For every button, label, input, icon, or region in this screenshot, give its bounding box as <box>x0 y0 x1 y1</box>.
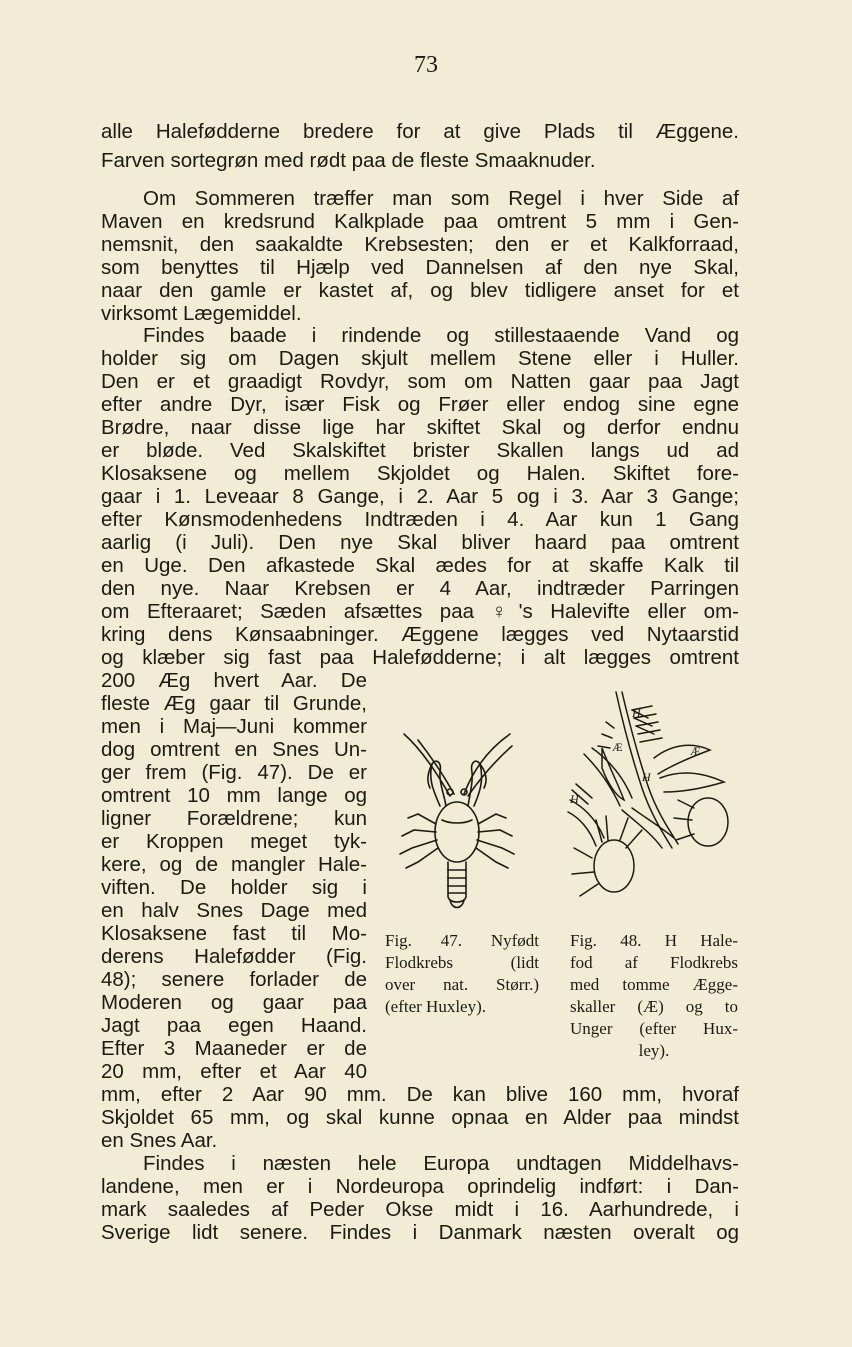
text-line: naar den gamle er kastet af, og blev tidligere anset for et <box>101 279 739 302</box>
figure-48-caption <box>570 930 738 1062</box>
text-line: som benyttes til Hjælp ved Dannelsen af den nye Skal, <box>101 256 739 279</box>
fig48-label-ae: Æ <box>690 744 701 758</box>
text-line: Findes baade i rindende og stillestaaende Vand og <box>143 324 739 347</box>
text-line: Skjoldet 65 mm, og skal kunne opnaa en Alder paa mindst <box>101 1106 739 1129</box>
text-line: fleste Æg gaar til Grunde, <box>101 692 367 715</box>
caption-line: ley). <box>638 1041 670 1060</box>
text-line: Brødre, naar disse lige har skiftet Skal og derfor endnu <box>101 416 739 439</box>
caption-line: fod af Flodkrebs <box>570 953 738 972</box>
text-line: en Uge. Den afkastede Skal ædes for at skaffe Kalk til <box>101 554 739 577</box>
text-line: viften. De holder sig i <box>101 876 367 899</box>
text-line: mm, efter 2 Aar 90 mm. De kan blive 160 mm, hvoraf <box>101 1083 739 1106</box>
text-line: ligner Forældrene; kun <box>101 807 367 830</box>
text-line: dog omtrent en Snes Un- <box>101 738 367 761</box>
text-line: Maven en kredsrund Kalkplade paa omtrent 5 mm i Gen- <box>101 210 739 233</box>
text-line: 200 Æg hvert Aar. De <box>101 669 367 692</box>
text-line: holder sig om Dagen skjult mellem Stene eller i Huller. <box>101 347 739 370</box>
fig48-label-h: H <box>642 770 651 784</box>
caption-line: (efter Huxley). <box>385 997 487 1016</box>
text-line: om Efteraaret; Sæden afsættes paa ♀'s Halevifte eller om- <box>101 600 739 623</box>
text-line: 20 mm, efter et Aar 40 <box>101 1060 367 1083</box>
text-line: landene, men er i Nordeuropa oprindelig indført: i Dan- <box>101 1175 739 1198</box>
text-line: mark saaledes af Peder Okse midt i 16. Aarhundrede, i <box>101 1198 739 1221</box>
text-line: Sverige lidt senere. Findes i Danmark næsten overalt og <box>101 1221 739 1244</box>
text-line: efter Kønsmodenhedens Indtræden i 4. Aar kun 1 Gang <box>101 508 739 531</box>
caption-line: Fig. 47. Nyfødt <box>385 931 539 950</box>
text-line: Farven sortegrøn med rødt paa de fleste Smaaknuder. <box>101 149 596 172</box>
figure-48-tail-leg-drawing <box>562 688 738 906</box>
text-line: Findes i næsten hele Europa undtagen Middelhavs- <box>143 1152 739 1175</box>
figure-47-caption <box>385 930 539 1018</box>
text-line: 48); senere forlader de <box>101 968 367 991</box>
text-line: Moderen og gaar paa <box>101 991 367 1014</box>
text-line: kere, og de mangler Hale- <box>101 853 367 876</box>
caption-line: over nat. Størr.) <box>385 975 539 994</box>
text-line: aarlig (i Juli). Den nye Skal bliver haard paa omtrent <box>101 531 739 554</box>
fig48-label-ae: Æ <box>612 740 623 754</box>
page-number: 73 <box>414 52 438 78</box>
caption-line: Unger (efter Hux- <box>570 1019 738 1038</box>
text-line: nemsnit, den saakaldte Krebsesten; den er et Kalkforraad, <box>101 233 739 256</box>
caption-line: Fig. 48. H Hale- <box>570 931 738 950</box>
text-line: omtrent 10 mm lange og <box>101 784 367 807</box>
fig48-label-h: H <box>570 792 579 806</box>
text-line: en halv Snes Dage med <box>101 899 367 922</box>
figure-47-crayfish-drawing <box>392 728 522 914</box>
text-line: men i Maj—Juni kommer <box>101 715 367 738</box>
fig48-label-h: H <box>632 706 641 720</box>
text-line: ger frem (Fig. 47). De er <box>101 761 367 784</box>
text-line: efter andre Dyr, især Fisk og Frøer eller endog sine egne <box>101 393 739 416</box>
text-line: kring dens Kønsaabninger. Æggene lægges ved Nytaarstid <box>101 623 739 646</box>
caption-line: skaller (Æ) og to <box>570 997 738 1016</box>
text-line: er Kroppen meget tyk- <box>101 830 367 853</box>
text-line: er bløde. Ved Skalskiftet brister Skallen langs ud ad <box>101 439 739 462</box>
text-line: gaar i 1. Leveaar 8 Gange, i 2. Aar 5 og i 3. Aar 3 Gange; <box>101 485 739 508</box>
text-line: en Snes Aar. <box>101 1129 218 1152</box>
text-line: Klosaksene fast til Mo- <box>101 922 367 945</box>
text-line: Jagt paa egen Haand. <box>101 1014 367 1037</box>
text-line: alle Halefødderne bredere for at give Plads til Æggene. <box>101 120 739 143</box>
text-line: virksomt Lægemiddel. <box>101 302 302 325</box>
text-line: derens Halefødder (Fig. <box>101 945 367 968</box>
text-line: Om Sommeren træffer man som Regel i hver Side af <box>143 187 739 210</box>
text-line: den nye. Naar Krebsen er 4 Aar, indtræder Parringen <box>101 577 739 600</box>
text-line: Den er et graadigt Rovdyr, som om Natten gaar paa Jagt <box>101 370 739 393</box>
text-line: og klæber sig fast paa Halefødderne; i alt lægges omtrent <box>101 646 739 669</box>
caption-line: med tomme Ægge- <box>570 975 738 994</box>
caption-line: Flodkrebs (lidt <box>385 953 539 972</box>
text-line: Efter 3 Maaneder er de <box>101 1037 367 1060</box>
text-line: Klosaksene og mellem Skjoldet og Halen. Skiftet fore- <box>101 462 739 485</box>
